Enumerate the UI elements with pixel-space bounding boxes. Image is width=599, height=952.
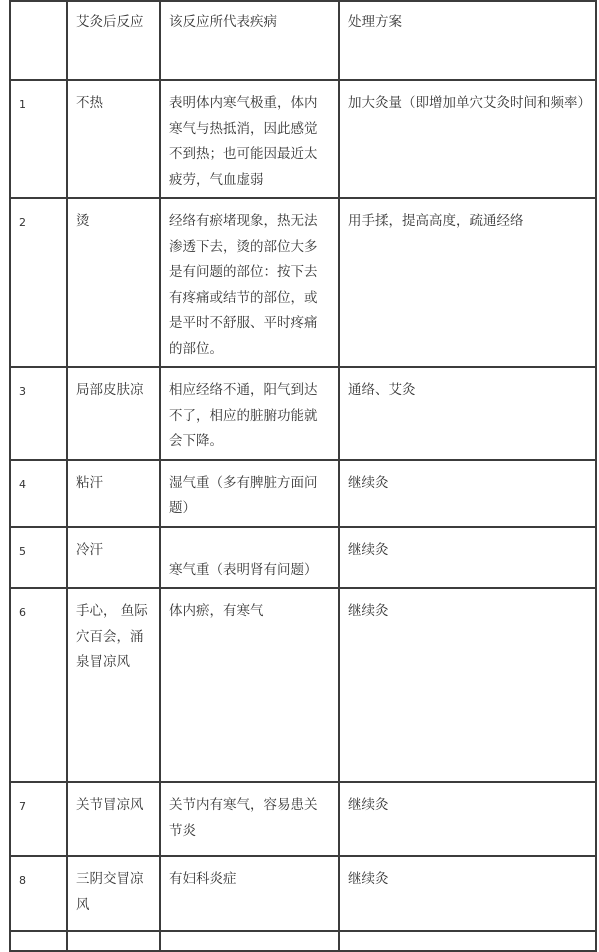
- treatment-cell: 继续灸: [339, 588, 596, 782]
- row-number: 7: [10, 782, 67, 856]
- meaning-cell: 寒气重（表明肾有问题）: [160, 527, 339, 589]
- meaning-cell: 体内瘀，有寒气: [160, 588, 339, 782]
- treatment-cell: 通络、艾灸: [339, 367, 596, 460]
- reaction-cell: 不热: [67, 80, 160, 198]
- table-row: [10, 367, 596, 460]
- header-treatment-cell: 处理方案: [339, 1, 596, 80]
- table-row: [10, 527, 596, 589]
- treatment-cell: 继续灸: [339, 460, 596, 527]
- header-row: [10, 1, 596, 80]
- table-row: [10, 856, 596, 931]
- table-row: [10, 80, 596, 198]
- treatment-cell: 继续灸: [339, 527, 596, 589]
- meaning-cell: 相应经络不通，阳气到达不了，相应的脏腑功能就会下降。: [160, 367, 339, 460]
- treatment-cell: 加大灸量（即增加单穴艾灸时间和频率）: [339, 80, 596, 198]
- row-number: 3: [10, 367, 67, 460]
- row-number: 4: [10, 460, 67, 527]
- row-number: 8: [10, 856, 67, 931]
- moxibustion-reaction-table: [9, 0, 597, 952]
- treatment-cell: 继续灸: [339, 856, 596, 931]
- table-row: [10, 782, 596, 856]
- reaction-cell: 烫: [67, 198, 160, 367]
- reaction-cell: 关节冒凉风: [67, 782, 160, 856]
- header-reaction-cell: 艾灸后反应: [67, 1, 160, 80]
- reaction-cell: 局部皮肤凉: [67, 367, 160, 460]
- header-meaning-cell: 该反应所代表疾病: [160, 1, 339, 80]
- row-number: 2: [10, 198, 67, 367]
- reaction-cell: 冷汗: [67, 527, 160, 589]
- header-index-cell: [10, 1, 67, 80]
- reaction-cell: 三阴交冒凉风: [67, 856, 160, 931]
- table-row: [10, 198, 596, 367]
- table-row: [10, 588, 596, 782]
- meaning-cell: 经络有瘀堵现象，热无法渗透下去，烫的部位大多是有问题的部位：按下去有疼痛或结节的部位，或是平时不舒服、平时疼痛的部位。: [160, 198, 339, 367]
- meaning-cell: 关节内有寒气，容易患关节炎: [160, 782, 339, 856]
- row-number: 1: [10, 80, 67, 198]
- table-row-partial: [10, 931, 596, 951]
- reaction-cell: 粘汗: [67, 460, 160, 527]
- treatment-cell: 用手揉，提高高度，疏通经络: [339, 198, 596, 367]
- treatment-cell: 继续灸: [339, 782, 596, 856]
- table-row: [10, 460, 596, 527]
- meaning-cell: 湿气重（多有脾脏方面问题）: [160, 460, 339, 527]
- row-number: 6: [10, 588, 67, 782]
- reaction-cell: 手心， 鱼际穴百会，涌泉冒凉风: [67, 588, 160, 782]
- row-number: 5: [10, 527, 67, 589]
- meaning-cell: 有妇科炎症: [160, 856, 339, 931]
- meaning-cell: 表明体内寒气极重，体内寒气与热抵消，因此感觉不到热；也可能因最近太疲劳，气血虚弱: [160, 80, 339, 198]
